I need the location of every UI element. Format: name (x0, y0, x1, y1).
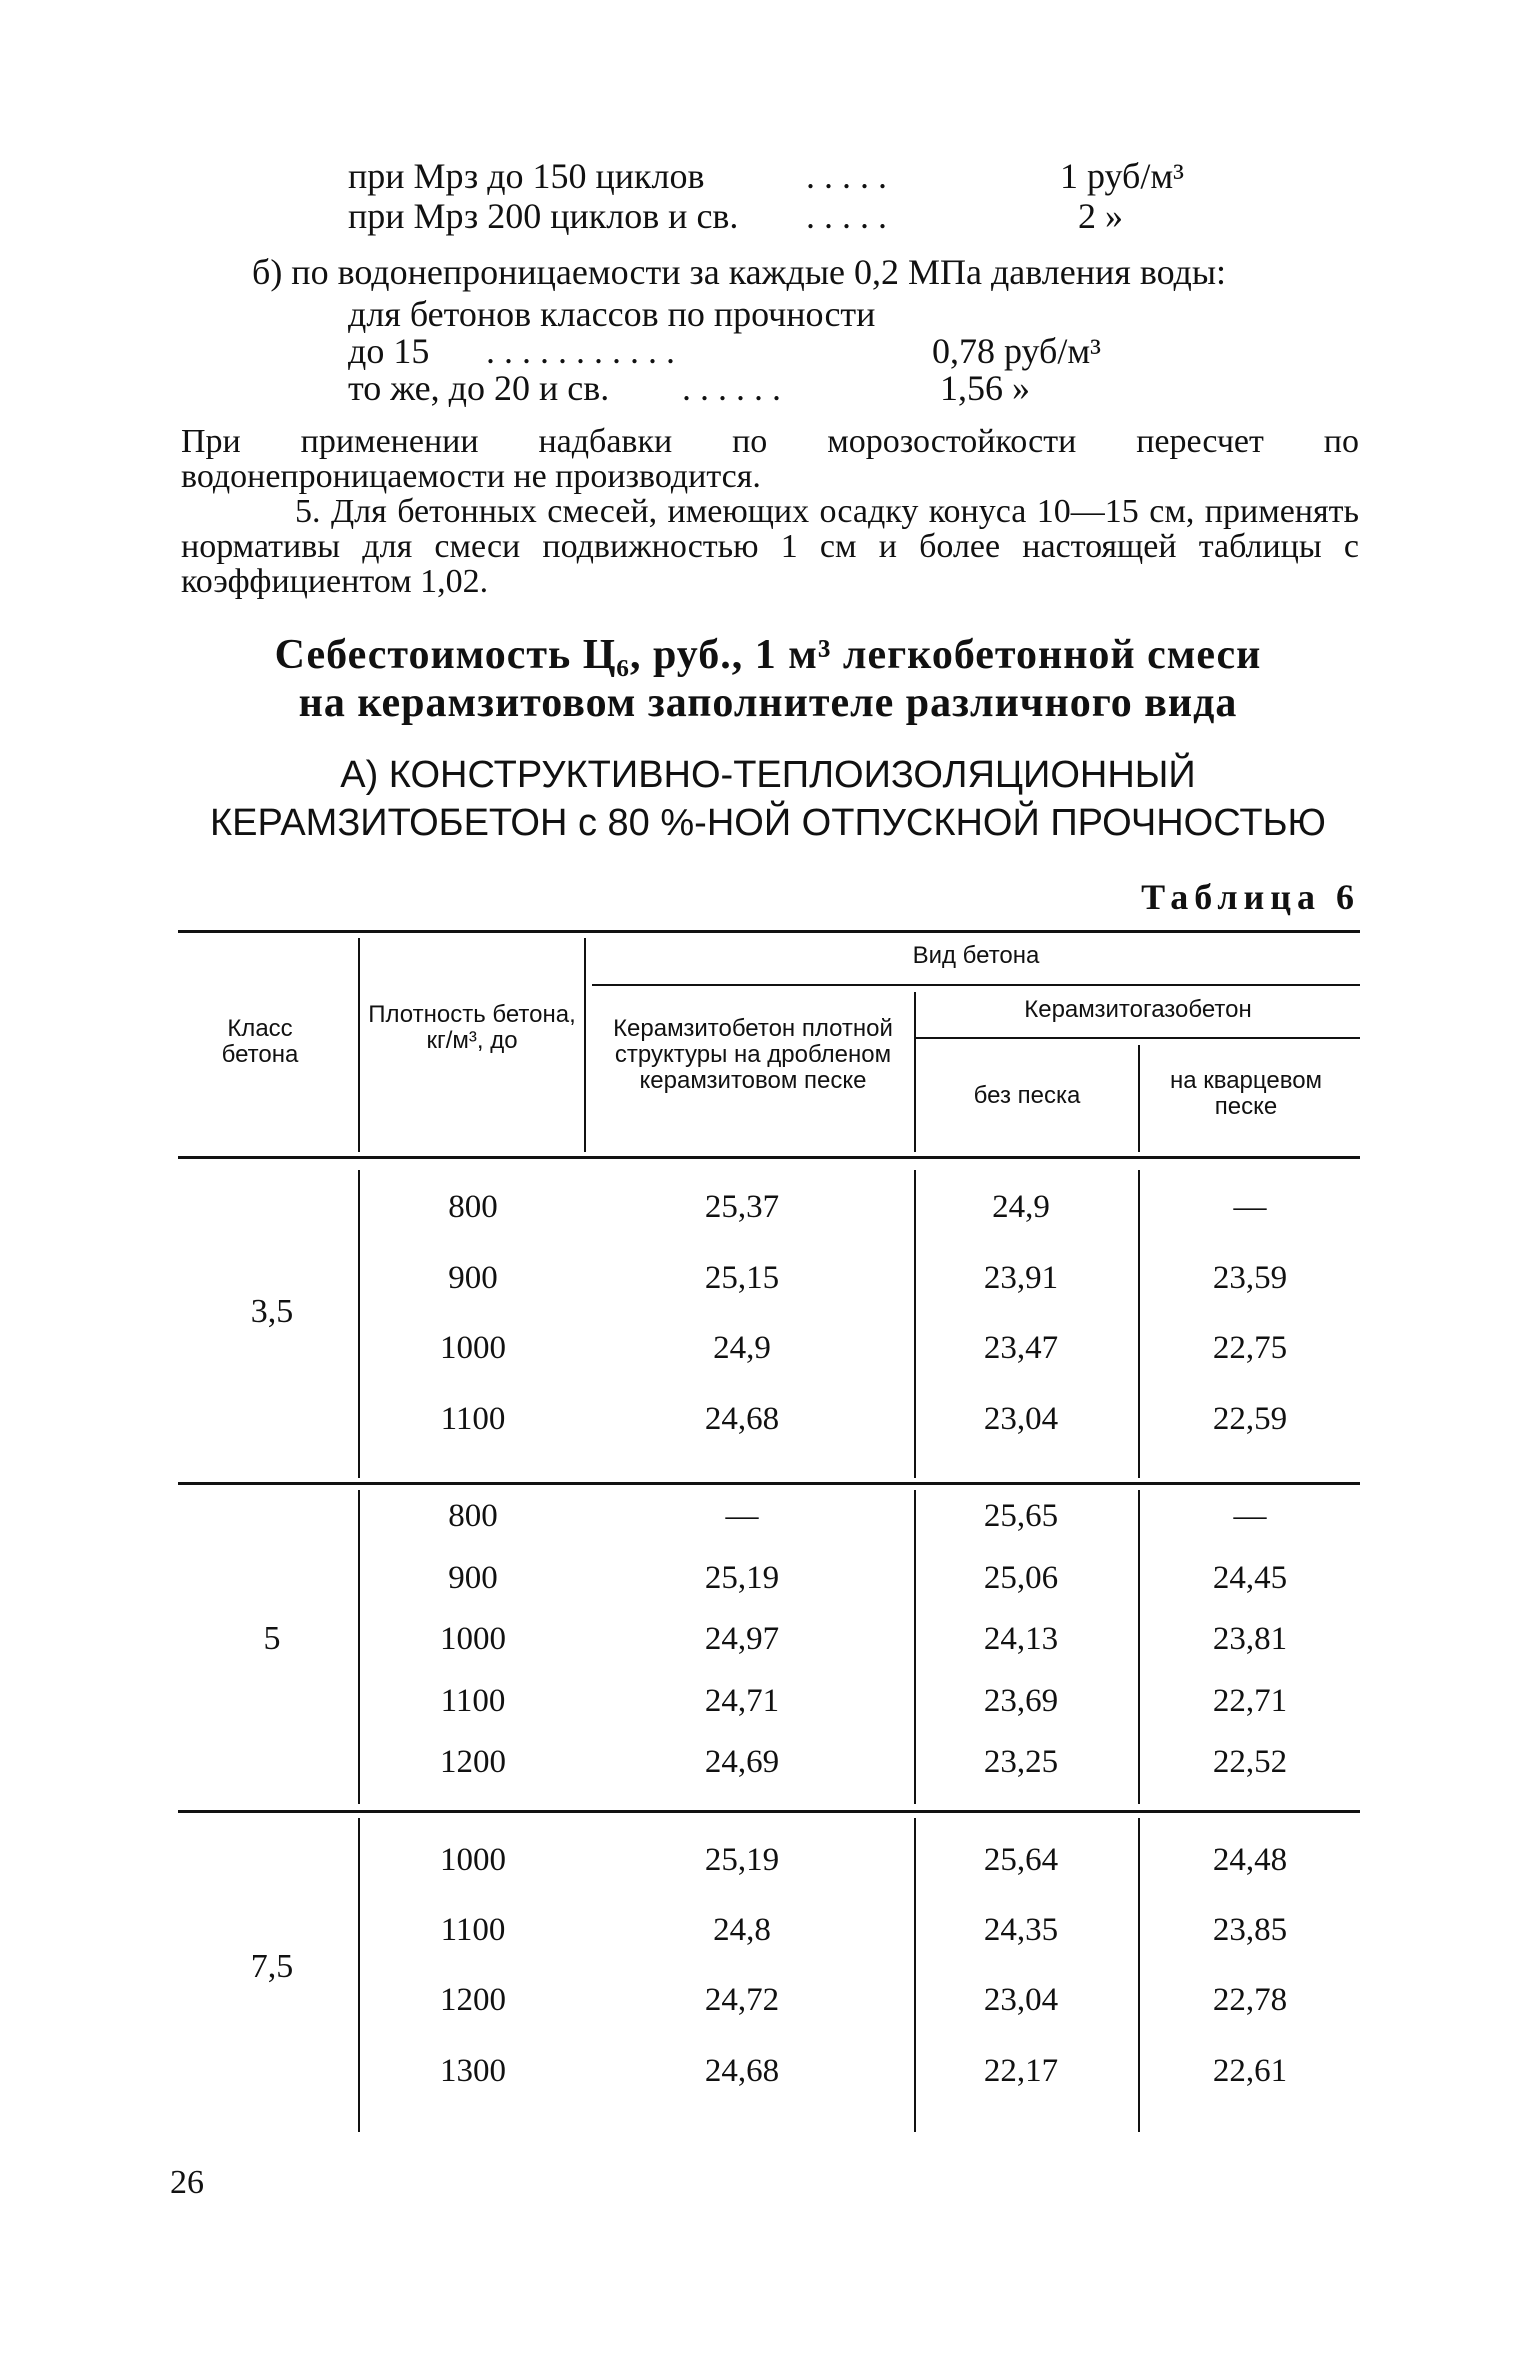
gaz-quartz-cell: 23,85 (1212, 1912, 1288, 1948)
gaz-quartz-cell: 24,48 (1212, 1842, 1288, 1878)
list-line (348, 158, 705, 194)
line-value: 1,56 » (940, 368, 1030, 408)
density-cell: 1000 (440, 1330, 506, 1366)
page-number: 26 (170, 2164, 204, 2201)
table-top-rule (178, 930, 1360, 933)
page-title-line2: на керамзитовом заполнителе различного вида (298, 680, 1238, 726)
gaz-quartz-cell: — (1233, 1498, 1267, 1534)
keramzit-cell: 24,72 (704, 1982, 780, 2018)
density-cell: 1100 (440, 1683, 506, 1719)
column-rule (1138, 1045, 1140, 1152)
header-rule (592, 984, 1360, 986)
keramzit-cell: 25,37 (704, 1189, 780, 1225)
column-rule (584, 938, 586, 1152)
density-cell: 900 (448, 1260, 498, 1296)
density-cell: 800 (448, 1498, 498, 1534)
keramzit-cell: 25,19 (704, 1560, 780, 1596)
list-line: для бетонов классов по прочности (348, 294, 876, 334)
gaz-quartz-cell: 23,81 (1212, 1621, 1288, 1657)
header-quartz-sand: на кварцевом песке (1169, 1067, 1323, 1120)
header-density: Плотность бетона, кг/м³, до (368, 1001, 576, 1054)
section-subtitle: А) КОНСТРУКТИВНО-ТЕПЛОИЗОЛЯЦИОННЫЙ (340, 754, 1196, 796)
class-value: 3,5 (250, 1293, 294, 1330)
gaz-nosand-cell: 23,91 (983, 1260, 1059, 1296)
header-bottom-rule (178, 1156, 1360, 1159)
density-cell: 1000 (440, 1842, 506, 1878)
keramzit-cell: — (725, 1498, 759, 1534)
density-cell: 900 (448, 1560, 498, 1596)
header-no-sand: без песка (973, 1082, 1081, 1109)
density-cell: 1200 (440, 1744, 506, 1780)
gaz-nosand-cell: 25,06 (983, 1560, 1059, 1596)
keramzit-cell: 25,15 (704, 1260, 780, 1296)
class-value: 5 (263, 1620, 281, 1657)
leader-dots: . . . . . . (682, 368, 781, 408)
header-rule (916, 1037, 1360, 1039)
gaz-nosand-cell: 23,47 (983, 1330, 1059, 1366)
gaz-quartz-cell: 22,78 (1212, 1982, 1288, 2018)
gaz-nosand-cell: 24,9 (992, 1189, 1050, 1225)
column-rule (358, 938, 360, 1152)
list-line (348, 198, 738, 234)
gaz-nosand-cell: 24,35 (983, 1912, 1059, 1948)
line-value: 1 руб/м³ (1060, 156, 1184, 196)
gaz-quartz-cell: 23,59 (1212, 1260, 1288, 1296)
page-title: Себестоимость Ц₆, руб., 1 м³ легкобетонной смеси (274, 632, 1262, 678)
density-cell: 1100 (440, 1912, 506, 1948)
gaz-quartz-cell: 22,71 (1212, 1683, 1288, 1719)
gaz-quartz-cell: 24,45 (1212, 1560, 1288, 1596)
gaz-nosand-cell: 25,64 (983, 1842, 1059, 1878)
header-keramzitogazobeton: Керамзитогазобетон (1024, 996, 1252, 1023)
group-rule (178, 1810, 1360, 1813)
gaz-nosand-cell: 23,25 (983, 1744, 1059, 1780)
keramzit-cell: 24,68 (704, 1401, 780, 1437)
gaz-quartz-cell: 22,75 (1212, 1330, 1288, 1366)
line-text: при Мрз до 150 циклов (348, 156, 705, 196)
header-type: Вид бетона (912, 942, 1040, 969)
gaz-quartz-cell: 22,61 (1212, 2053, 1288, 2089)
gaz-quartz-cell: 22,52 (1212, 1744, 1288, 1780)
gaz-nosand-cell: 23,04 (983, 1982, 1059, 2018)
leader-dots: . . . . . . . . . . . (486, 331, 675, 371)
list-heading: б) по водонепроницаемости за каждые 0,2 МПа давления воды: (252, 252, 1227, 292)
line-text: до 15 (348, 331, 430, 371)
paragraph: При применении надбавки по морозостойкости пересчет по водонепроницаемости не производится. (181, 423, 1359, 495)
density-cell: 1200 (440, 1982, 506, 2018)
gaz-nosand-cell: 25,65 (983, 1498, 1059, 1534)
line-text: то же, до 20 и св. (348, 368, 610, 408)
section-subtitle-line2: КЕРАМЗИТОБЕТОН с 80 %-НОЙ ОТПУСКНОЙ ПРОЧНОСТЬЮ (210, 802, 1326, 844)
keramzit-cell: 24,8 (713, 1912, 771, 1948)
gaz-nosand-cell: 23,69 (983, 1683, 1059, 1719)
group-rule (178, 1482, 1360, 1485)
keramzit-cell: 24,69 (704, 1744, 780, 1780)
header-keramzitobeton: Керамзитобетон плотной структуры на дробленом керамзитовом песке (613, 1015, 893, 1094)
keramzit-cell: 24,97 (704, 1621, 780, 1657)
gaz-quartz-cell: — (1233, 1189, 1267, 1225)
class-value: 7,5 (250, 1948, 294, 1985)
keramzit-cell: 25,19 (704, 1842, 780, 1878)
keramzit-cell: 24,71 (704, 1683, 780, 1719)
gaz-nosand-cell: 22,17 (983, 2053, 1059, 2089)
density-cell: 1300 (440, 2053, 506, 2089)
header-class: Класс бетона (221, 1015, 299, 1068)
keramzit-cell: 24,68 (704, 2053, 780, 2089)
line-text: при Мрз 200 циклов и св. (348, 196, 739, 236)
density-cell: 1100 (440, 1401, 506, 1437)
line-value: 2 » (1078, 196, 1123, 236)
leader-dots: . . . . . (806, 196, 887, 236)
density-cell: 800 (448, 1189, 498, 1225)
keramzit-cell: 24,9 (713, 1330, 771, 1366)
leader-dots: . . . . . (806, 156, 887, 196)
paragraph: 5. Для бетонных смесей, имеющих осадку конуса 10—15 см, применять нормативы для смеси подвижностью 1 см и более настоящей таблицы с коэффициентом 1,02. (181, 493, 1359, 600)
gaz-nosand-cell: 24,13 (983, 1621, 1059, 1657)
table-label: Таблица 6 (1141, 877, 1360, 917)
gaz-quartz-cell: 22,59 (1212, 1401, 1288, 1437)
density-cell: 1000 (440, 1621, 506, 1657)
gaz-nosand-cell: 23,04 (983, 1401, 1059, 1437)
line-value: 0,78 руб/м³ (932, 331, 1101, 371)
